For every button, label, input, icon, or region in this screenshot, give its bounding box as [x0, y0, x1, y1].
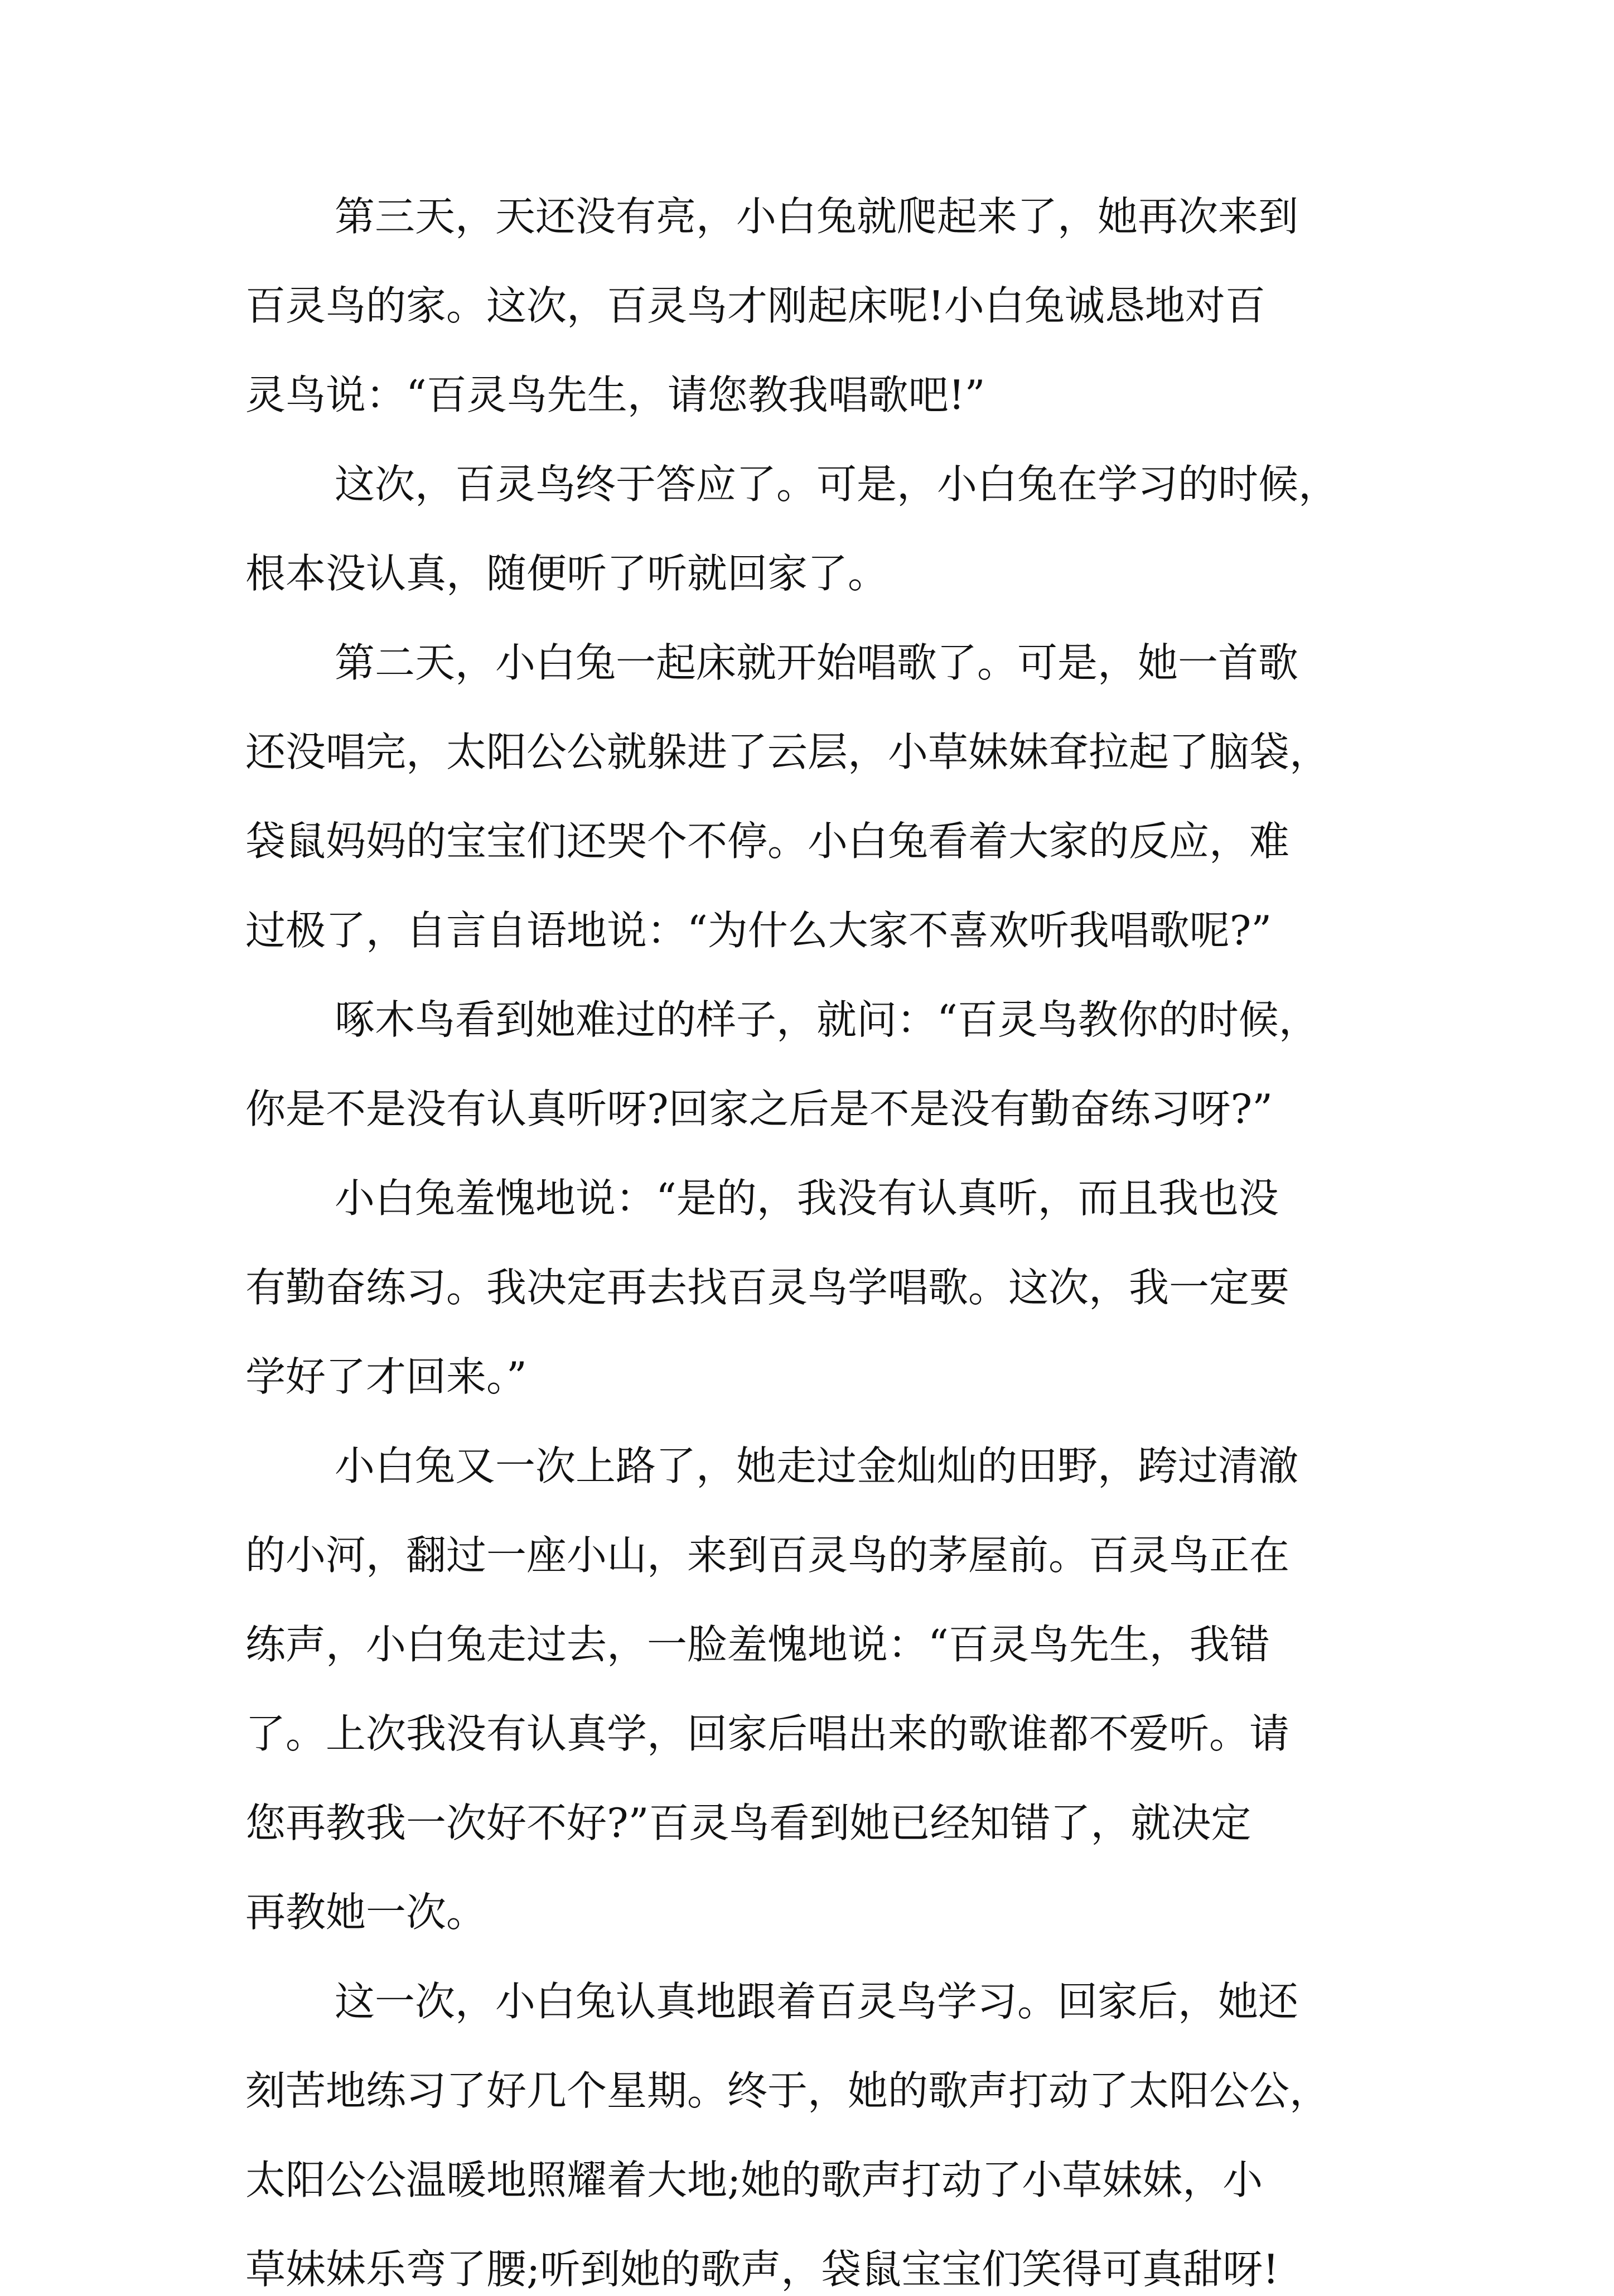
text-line: 百灵鸟的家。这次，百灵鸟才刚起床呢!小白兔诚恳地对百	[245, 282, 1265, 329]
text-line: 第三天，天还没有亮，小白兔就爬起来了，她再次来到	[335, 193, 1299, 240]
text-line: 根本没认真，随便听了听就回家了。	[245, 550, 888, 597]
text-line: 了。上次我没有认真学，回家后唱出来的歌谁都不爱听。请	[245, 1710, 1290, 1757]
text-line: 小白兔又一次上路了，她走过金灿灿的田野，跨过清澈	[335, 1443, 1299, 1489]
text-line: 这一次，小白兔认真地跟着百灵鸟学习。回家后，她还	[335, 1978, 1299, 2025]
text-line: 第二天，小白兔一起床就开始唱歌了。可是，她一首歌	[335, 639, 1299, 686]
text-line: 过极了，自言自语地说：“为什么大家不喜欢听我唱歌呢?”	[245, 907, 1272, 954]
text-line: 草妹妹乐弯了腰;听到她的歌声，袋鼠宝宝们笑得可真甜呀!	[245, 2246, 1279, 2293]
text-line: 你是不是没有认真听呀?回家之后是不是没有勤奋练习呀?”	[245, 1086, 1273, 1132]
text-line: 还没唱完，太阳公公就躲进了云层，小草妹妹耷拉起了脑袋，	[245, 729, 1330, 775]
text-line: 您再教我一次好不好?”百灵鸟看到她已经知错了，就决定	[245, 1800, 1251, 1846]
text-line: 练声，小白兔走过去，一脸羞愧地说：“百灵鸟先生，我错	[245, 1621, 1270, 1668]
text-line: 小白兔羞愧地说：“是的，我没有认真听，而且我也没	[335, 1175, 1279, 1222]
text-line: 有勤奋练习。我决定再去找百灵鸟学唱歌。这次，我一定要	[245, 1264, 1290, 1311]
text-line: 袋鼠妈妈的宝宝们还哭个不停。小白兔看着大家的反应，难	[245, 818, 1290, 865]
text-line: 太阳公公温暖地照耀着大地;她的歌声打动了小草妹妹，小	[245, 2157, 1263, 2203]
text-line: 的小河，翻过一座小山，来到百灵鸟的茅屋前。百灵鸟正在	[245, 1532, 1290, 1579]
text-line: 灵鸟说：“百灵鸟先生，请您教我唱歌吧!”	[245, 372, 985, 418]
text-line: 学好了才回来。”	[245, 1353, 527, 1400]
text-line: 这次，百灵鸟终于答应了。可是，小白兔在学习的时候，	[335, 461, 1339, 508]
text-line: 啄木鸟看到她难过的样子，就问：“百灵鸟教你的时候，	[335, 996, 1319, 1043]
text-line: 再教她一次。	[245, 1889, 487, 1936]
text-line: 刻苦地练习了好几个星期。终于，她的歌声打动了太阳公公，	[245, 2067, 1330, 2114]
